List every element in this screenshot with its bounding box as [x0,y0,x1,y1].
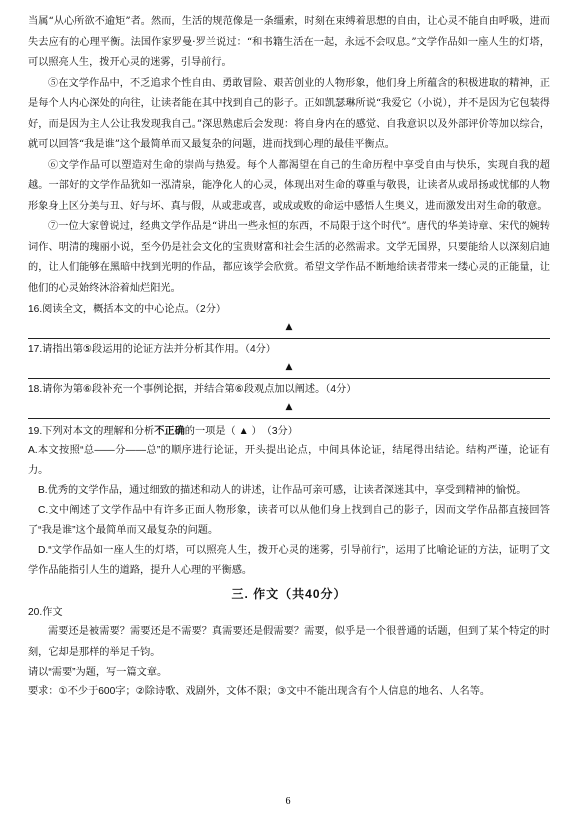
essay-requirements: 要求：①不少于600字；②除诗歌、戏剧外，文体不限；③文中不能出现含有个人信息的地名、人名等。 [28,686,491,697]
answer-rule [28,378,550,379]
answer-rule [28,418,550,419]
question-18: 18.请你为第⑥段补充一个事例论据，并结合第⑥段观点加以阐述。（4分） [28,384,357,395]
question-19-keyword: 不正确 [154,426,185,437]
section-title-essay: 三. 作文（共40分） [231,587,347,601]
question-19-suffix: 的一项是（ ▲ ） （3分） [184,426,298,437]
question-17: 17.请指出第⑤段运用的论证方法并分析其作用。（4分） [28,344,276,355]
answer-marker-icon: ▲ [285,322,293,332]
passage-paragraph-7: ⑦一位大家曾说过，经典文学作品是“讲出一些永恒的东西，不局限于这个时代”。唐代的华美诗章、宋代的婉转词作、明清的瑰丽小说，至今仍是社会文化的宝贵财富和社会生活的必然需求。文学无国界，只要能给人以深刻启迪的，让人们能够在黑暗中找到光明的作品，都应该学会欣赏。希望文学作品不断地给读者带来一缕心灵的正能量，让他们的心灵始终沐浴着灿烂阳光。 [28,221,550,294]
passage-paragraph-5: ⑤在文学作品中，不乏追求个性自由、勇敢冒险、艰苦创业的人物形象，他们身上所蕴含的积极进取的精神，正是每个人内心深处的向往，让读者能在其中找到自己的影子。正如凯瑟琳所说“我爱它（小说），并不是因为它包装得好，而是因为主人公让我发现我自己。”深思熟虑后会发现：将自身内在的感觉、自我意识以及外部评价等加以综合，就可以回答“我是谁”这个最简单而又最复杂的问题，进而找到心理的最佳平衡点。 [28,77,550,150]
essay-instruction: 请以“需要”为题，写一篇文章。 [28,667,168,678]
answer-marker-icon: ▲ [285,362,293,372]
passage-paragraph-4: 当属“从心所欲不逾矩”者。然而，生活的规范像是一条缰索，时刻在束缚着思想的自由，让心灵不能自由呼吸，进而失去应有的心理平衡。法国作家罗曼·罗兰说过：“和书籍生活在一起，永远不会叹息。”文学作品如一座人生的灯塔，可以照亮人生，拨开心灵的迷雾，引导前行。 [28,16,550,68]
question-19-prefix: 19.下列对本文的理解和分析 [28,426,155,437]
question-20: 20.作文 [28,607,63,618]
option-a[interactable]: A.本文按照“总——分——总”的顺序进行论证，开头提出论点，中间具体论证，结尾得出结论。结构严谨，论证有力。 [28,445,550,476]
answer-rule [28,338,550,339]
question-16: 16.阅读全文，概括本文的中心论点。（2分） [28,304,227,315]
question-19 [28,423,550,441]
option-b[interactable]: B.优秀的文学作品，通过细致的描述和动人的讲述，让作品可亲可感，让读者深迷其中，享受到精神的愉悦。 [38,485,527,496]
answer-line-18[interactable] [28,399,550,419]
page-number: 6 [285,796,291,807]
option-d[interactable]: D.“文学作品如一座人生的灯塔，可以照亮人生，拨开心灵的迷雾，引导前行”，运用了比喻论证的方法，证明了文学作品能指引人生的道路，提升人心理的平衡感。 [28,545,550,576]
essay-prompt: 需要还是被需要？需要还是不需要？真需要还是假需要？需要，似乎是一个很普通的话题，但到了某个特定的时刻，它却是那样的举足千钧。 [28,626,550,658]
passage-paragraph-6: ⑥文学作品可以塑造对生命的崇尚与热爱。每个人都渴望在自己的生命历程中享受自由与快乐，实现自我的超越。一部好的文学作品犹如一泓清泉，能净化人的心灵，体现出对生命的尊重与敬畏，让读者从或昂扬或忧郁的人物形象身上区分美与丑、好与坏、真与假，从或悲或喜，或成或败的命运中感悟人生奥义，进而激发出对生命的敬意。 [28,159,550,212]
answer-marker-icon: ▲ [285,402,293,412]
answer-line-16[interactable] [28,319,550,339]
option-c[interactable]: C.文中阐述了文学作品中有许多正面人物形象，读者可以从他们身上找到自己的影子，因而文学作品都直接回答了“我是谁”这个最简单而又最复杂的问题。 [28,505,550,536]
answer-line-17[interactable] [28,359,550,379]
